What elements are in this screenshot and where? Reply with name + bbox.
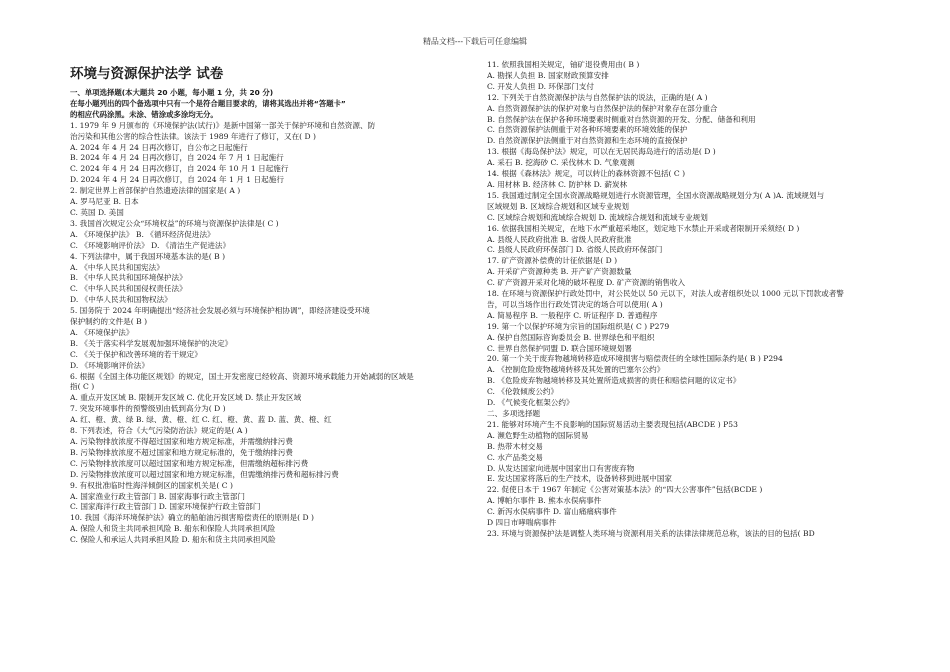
text-line: A. 罗马尼亚 B. 日本	[70, 197, 139, 207]
text-line: C. 区域综合规划和流域综合规划 D. 流域综合规划和流域专业规划	[487, 212, 708, 222]
text-line: 23. 环境与资源保护法是调整人类环境与资源利用关系的法律法律规范总称，该法的目的包括( BD	[487, 528, 815, 538]
text-line: E. 发达国家将落后的生产技术，设备转移到进展中国家	[487, 474, 673, 484]
intro-line: 在每小题列出的四个备选项中只有一个是符合题目要求的，请将其选出并将“答题卡”	[70, 98, 346, 108]
text-line: D 四日市哮喘病事件	[487, 518, 557, 528]
text-line: 区域规划 B. 区域综合规划和区域专业规划	[487, 201, 629, 211]
header-note: 精品文档---下载后可任意编辑	[422, 37, 528, 46]
text-line: B. 《中华人民共和国环境保护法》	[70, 273, 187, 283]
text-line: 10. 我国《海洋环境保护法》确立的船舶油污损害赔偿责任的原则是( D )	[70, 513, 314, 523]
text-line: D. 污染物排放浓度可以超过国家和地方规定标准，但需缴纳排污费和超标排污费	[70, 469, 339, 479]
text-line: A. 2024 年 4 月 24 日再次修订，自公布之日起施行	[70, 142, 248, 152]
text-line: A. 简易程序 B. 一般程序 C. 听证程序 D. 普通程序	[487, 310, 658, 320]
text-line: B. 《危险废弃物越境转移及其处置所造成损害的责任和赔偿问题的议定书》	[487, 376, 741, 386]
text-line: C. 《中华人民共和国侵权责任法》	[70, 284, 187, 294]
text-line: 21. 能够对环境产生不良影响的国际贸易活动主要表现包括(ABCDE ) P53	[487, 419, 738, 429]
text-line: A. 自然资源保护法的保护对象与自然保护法的保护对象存在部分重合	[487, 103, 718, 113]
text-line: 指( C )	[70, 382, 95, 392]
text-line: C. 开发人负担 D. 环保部门支付	[487, 81, 594, 91]
text-line: B. 自然保护法在保护各种环境要素时侧重对自然资源的开发、分配、储备和利用	[487, 114, 756, 124]
text-line: A. 《环境保护法》 B. 《循环经济促进法》	[70, 229, 215, 239]
left-column	[70, 60, 462, 546]
text-line: A. 博帕尔事件 B. 熊本水俣病事件	[487, 496, 602, 506]
text-line: A. 国家渔业行政主管部门 B. 国家海事行政主管部门	[70, 491, 246, 501]
text-line: 保护制约的文件是( B )	[70, 317, 148, 327]
text-line: A. 开采矿产资源种类 B. 开产矿产资源数量	[487, 267, 632, 277]
text-line: 2. 制定世界上首部保护自然遗迹法律的国家是( A )	[70, 186, 241, 196]
text-line: C. 《伦敦倾废公约》	[487, 387, 559, 397]
text-line: D. 2024 年 4 月 24 日再次修订，自 2024 年 1 月 1 日起施行	[70, 175, 284, 185]
text-line: A. 采石 B. 挖海砂 C. 采伐林木 D. 气象观测	[487, 158, 635, 168]
page-title: 环境与资源保护法学 试卷	[70, 66, 224, 82]
text-line: B. 污染物排放浓度不超过国家和地方规定标准的，免于缴纳排污费	[70, 447, 294, 457]
text-line: C. 保险人和承运人共同承担风险 D. 船东和货主共同承担风险	[70, 535, 276, 545]
section-intro	[70, 88, 462, 121]
text-line: 17. 矿产资源补偿费的计征依据是( D )	[487, 256, 618, 266]
right-column	[487, 60, 882, 540]
text-line: 19. 第一个以保护环境为宗旨的国际组织是( C ) P279	[487, 321, 670, 331]
text-line: D. 从发达国家向进展中国家出口有害废弃物	[487, 463, 635, 473]
text-line: 5. 国务院于 2024 年明确提出“经济社会发展必须与环境保护相协调”，即经济建设受环境	[70, 306, 370, 316]
text-line: 12. 下列关于自然资源保护法与自然保护法的说法，正确的是( A )	[487, 92, 708, 102]
text-line: 22. 促使日本于 1967 年制定《公害对策基本法》的“四大公害事件”包括(BCDE )	[487, 485, 763, 495]
text-line: 15. 我国通过制定全国水资源战略规划进行水资源管理，全国水资源战略规划分为( A )A. 流域规划与	[487, 190, 825, 200]
text-line: D. 《中华人民共和国物权法》	[70, 295, 172, 305]
text-line: C. 自然资源保护法侧重于对各种环境要素的环境效能的保护	[487, 125, 688, 135]
text-line: C. 世界自然保护同盟 D. 联合国环境规划署	[487, 343, 632, 353]
text-line: 8. 下列表述，符合《大气污染防治法》规定的是( A )	[70, 426, 248, 436]
text-line: C. 《环境影响评价法》 D. 《清洁生产促进法》	[70, 240, 231, 250]
text-line: D. 《气候变化框架公约》	[487, 398, 574, 408]
text-line: 告，可以当场作出行政处罚决定的场合可以使用( A )	[487, 299, 663, 309]
text-line: 14. 根据《森林法》规定，可以转让的森林资源不包括( C )	[487, 169, 686, 179]
text-line: 7. 突发环境事件的预警级别由低到高分为( D )	[70, 404, 226, 414]
text-line: C. 英国 D. 美国	[70, 207, 124, 217]
text-line: 20. 第一个关于废弃物越境转移造成环境损害与赔偿责任的全球性国际条约是( B ) P294	[487, 354, 783, 364]
text-line: C. 矿产资源开采对化境的破坏程度 D. 矿产资源的销售收入	[487, 278, 686, 288]
text-line: C. 县级人民政府环保部门 D. 省级人民政府环保部门	[487, 245, 663, 255]
left-question-list	[70, 121, 462, 546]
text-line: D. 自然资源保护法侧重于对自然资源和生态环境的直接保护	[487, 136, 688, 146]
text-line: 3. 我国首次规定公众“环境权益”的环境与资源保护法律是( C )	[70, 218, 279, 228]
intro-line: 的相应代码涂黑。未涂、错涂或多涂均无分。	[70, 109, 218, 119]
text-line: 6. 根据《全国主体功能区规划》的规定，国土开发密度已经较高、资源环境承载能力开始减弱的区域是	[70, 371, 414, 381]
text-line: A. 重点开发区域 B. 限制开发区域 C. 优化开发区域 D. 禁止开发区域	[70, 393, 302, 403]
text-line: A. 县级人民政府批准 B. 省级人民政府批准	[487, 234, 632, 244]
text-line: 13. 根据《海岛保护法》规定，可以在无居民海岛进行的活动是( D )	[487, 147, 716, 157]
text-line: A. 红、橙、黄、绿 B. 绿、黄、橙、红 C. 红、橙、黄、蓝 D. 蓝、黄、橙、红	[70, 415, 332, 425]
text-line: C. 国家海洋行政主管部门 D. 国家环境保护行政主管部门	[70, 502, 261, 512]
text-line: A. 保险人和货主共同承担风险 B. 船东和保险人共同承担风险	[70, 524, 276, 534]
text-line: 1. 1979 年 9 月颁布的《环境保护法(试行)》是新中国第一部关于保护环境和自然资源、防	[70, 120, 376, 130]
text-line: 4. 下列法律中，属于我国环境基本法的是( B )	[70, 251, 226, 261]
text-line: A. 濒危野生动植物的国际贸易	[487, 430, 589, 440]
text-line: A. 《控制危险废物越境转移及其处置的巴塞尔公约》	[487, 365, 665, 375]
text-line: D. 《环境影响评价法》	[70, 360, 149, 370]
text-line: 16. 依据我国相关规定，在地下水严重超采地区，划定地下水禁止开采或者限制开采须经( D )	[487, 223, 800, 233]
text-line: 二、多项选择题	[487, 409, 541, 418]
right-question-list	[487, 60, 882, 540]
text-line: C. 2024 年 4 月 24 日再次修订，自 2024 年 10 月 1 日起施行	[70, 164, 289, 174]
text-line: A. 用材林 B. 经济林 C. 防护林 D. 薪炭林	[487, 179, 628, 189]
text-line: B. 热带木材交易	[487, 441, 543, 451]
text-line: 18. 在环境与资源保护行政处罚中，对公民处以 50 元以下，对法人或者组织处以 1000 元以下罚款或者警	[487, 289, 844, 299]
text-line: 9. 有权批准临时性海洋倾倒区的国家机关是( C )	[70, 480, 233, 490]
text-line: C. 《关于保护和改善环境的若干规定》	[70, 349, 202, 359]
text-line: A. 勘探人负担 B. 国家财政预算安排	[487, 70, 609, 80]
text-line: 11. 依照我国相关规定，铀矿退役费用由( B )	[487, 60, 640, 69]
text-line: A. 《中华人民共和国宪法》	[70, 262, 164, 272]
text-line: C. 新泻水俣病事件 D. 富山痛痛病事件	[487, 507, 617, 517]
text-line: B. 《关于落实科学发展观加强环境保护的决定》	[70, 338, 233, 348]
text-line: A. 保护自然国际咨询委员会 B. 世界绿色和平组织	[487, 332, 655, 342]
text-line: C. 水产品类交易	[487, 452, 543, 462]
text-line: B. 2024 年 4 月 24 日再次修订，自 2024 年 7 月 1 日起施行	[70, 153, 284, 163]
text-line: A. 污染物排放浓度不得超过国家和地方规定标准，并需缴纳排污费	[70, 437, 293, 446]
text-line: C. 污染物排放浓度可以超过国家和地方规定标准，但需缴纳超标排污费	[70, 458, 309, 468]
text-line: 治污染和其他公害的综合性法律。该法于 1989 年进行了修订，又在( D )	[70, 131, 317, 141]
text-line: A. 《环境保护法》	[70, 327, 134, 337]
intro-line: 一、单项选择题(本大题共 20 小题，每小题 1 分，共 20 分)	[70, 88, 274, 97]
